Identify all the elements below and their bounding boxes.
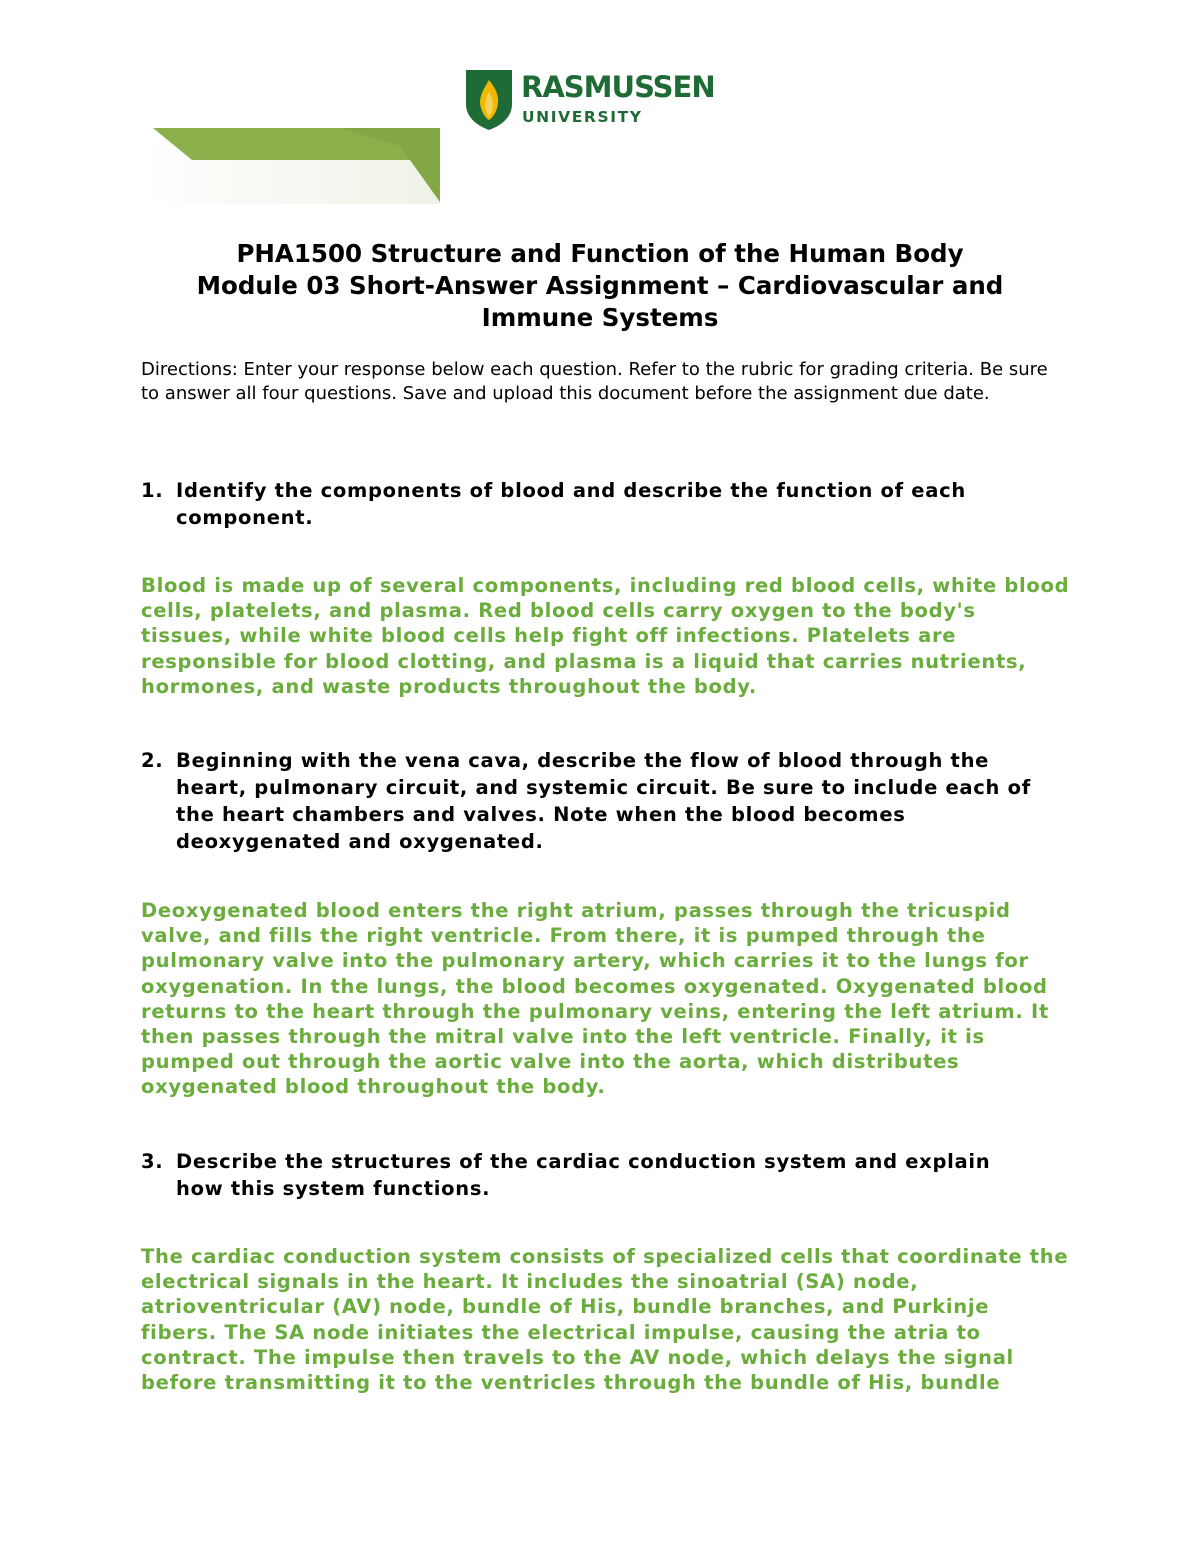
question-1	[141, 477, 1041, 531]
question-text: Describe the structures of the cardiac conduction system and explain how this system functions.	[176, 1150, 991, 1200]
university-logo	[464, 68, 739, 132]
title-line-3: Immune Systems	[481, 303, 719, 332]
logo-subtitle-text: UNIVERSITY	[522, 108, 643, 126]
title-line-1: PHA1500 Structure and Function of the Human Body	[236, 239, 964, 268]
question-text: Identify the components of blood and describe the function of each component.	[176, 479, 966, 529]
question-number: 3.	[141, 1150, 164, 1173]
logo-name-text: RASMUSSEN	[521, 70, 715, 104]
header-banner-graphic	[140, 126, 445, 206]
directions-text: Directions: Enter your response below each question. Refer to the rubric for grading criteria. Be sure to answer all four questions. Save and upload this document before the assignment due date.	[141, 359, 1048, 404]
question-2	[141, 747, 1041, 855]
answer-1: Blood is made up of several components, including red blood cells, white blood cells, platelets, and plasma. Red blood cells carry oxygen to the body's tissues, while white blood cells help fight off infections. Platelets are responsible for blood clotting, and plasma is a liquid that carries nutrients, hormones, and waste products throughout the body.	[141, 574, 1070, 698]
answer-3: The cardiac conduction system consists of specialized cells that coordinate the electrical signals in the heart. It includes the sinoatrial (SA) node, atrioventricular (AV) node, bundle of His, bundle branches, and Purkinje fibers. The SA node initiates the electrical impulse, causing the atria to contract. The impulse then travels to the AV node, which delays the signal before transmitting it to the ventricles through the bundle of His, bundle	[141, 1245, 1069, 1395]
answer-2: Deoxygenated blood enters the right atrium, passes through the tricuspid valve, and fills the right ventricle. From there, it is pumped through the pulmonary valve into the pulmonary artery, which carries it to the lungs for oxygenation. In the lungs, the blood becomes oxygenated. Oxygenated blood returns to the heart through the pulmonary veins, entering the left atrium. It then passes through the mitral valve into the left ventricle. Finally, it is pumped out through the aortic valve into the aorta, which distributes oxygenated blood throughout the body.	[141, 899, 1049, 1099]
question-3	[141, 1148, 1041, 1202]
question-number: 2.	[141, 749, 164, 772]
question-number: 1.	[141, 479, 164, 502]
question-text: Beginning with the vena cava, describe the flow of blood through the heart, pulmonary circuit, and systemic circuit. Be sure to include each of the heart chambers and valves. Note when the blood becomes deoxygenated and oxygenated.	[176, 749, 1031, 853]
shield-flame-icon	[464, 68, 514, 130]
title-line-2: Module 03 Short-Answer Assignment – Cardiovascular and	[196, 271, 1004, 300]
document-title	[140, 238, 1060, 334]
